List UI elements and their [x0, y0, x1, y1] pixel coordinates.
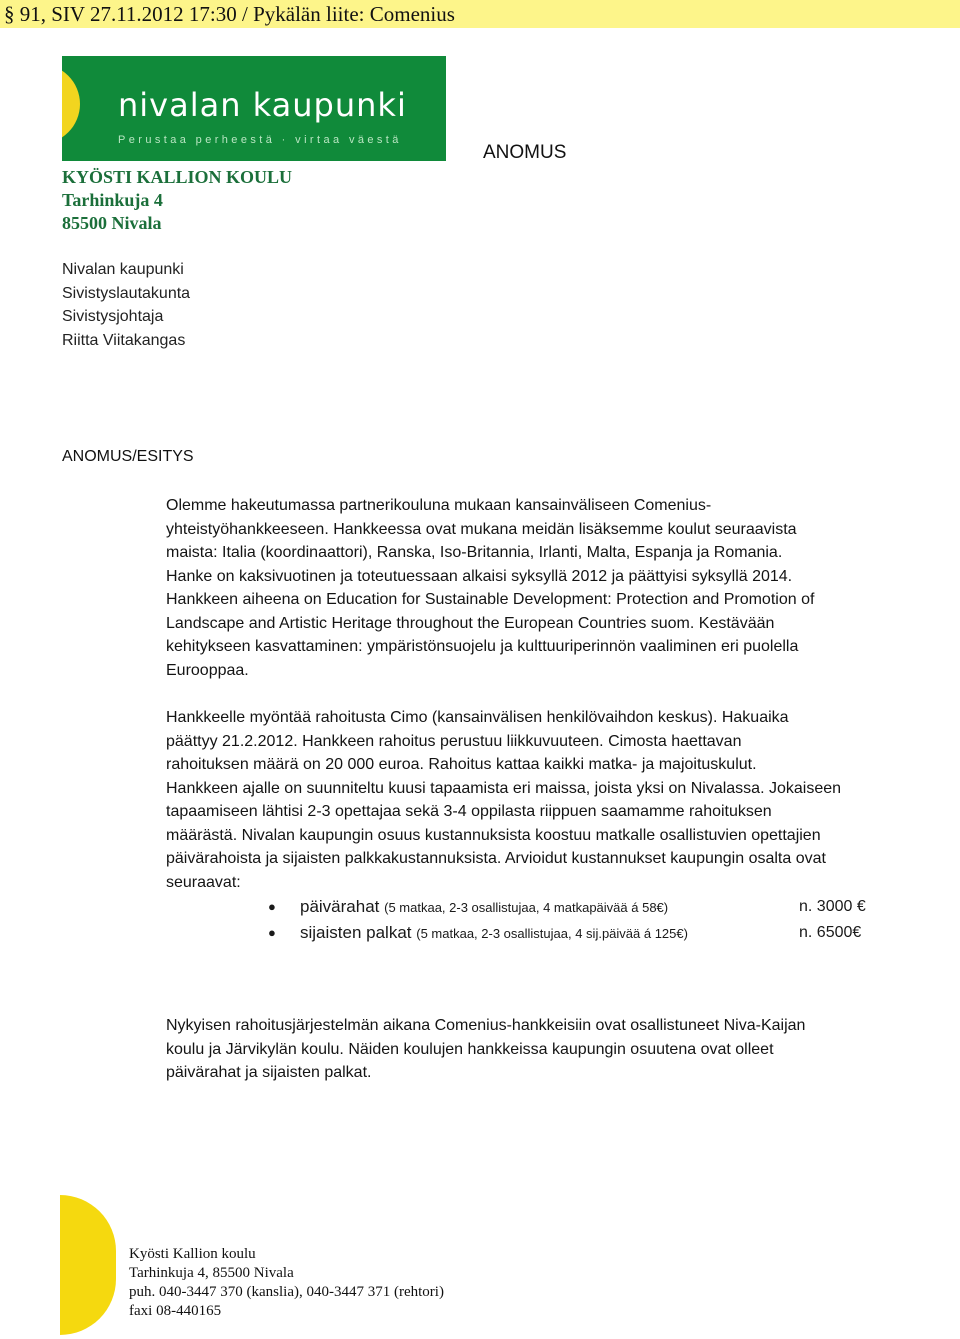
text-line: päättyy 21.2.2012. Hankkeen rahoitus perustuu liikkuvuuteen. Cimosta haettavan: [166, 732, 742, 750]
text-line: rahoituksen määrä on 20 000 euroa. Rahoitus kattaa kaikki matka- ja majoituskulut.: [166, 756, 757, 773]
cost-name: [300, 894, 668, 921]
sun-footer-icon: [60, 1195, 116, 1335]
footer-line: puh. 040-3447 370 (kanslia), 040-3447 371 (rehtori): [129, 1284, 444, 1300]
text-line: Hankkeen ajalle on suunniteltu kuusi tapaamista eri maissa, joista yksi on Nivalassa. Jokaiseen: [166, 779, 842, 797]
sender-name: KYÖSTI KALLION KOULU: [62, 167, 293, 187]
text-line: päivärahat ja sijaisten palkat.: [166, 1064, 372, 1081]
recipient-line: Nivalan kaupunki: [62, 261, 184, 278]
bullet-icon: ●: [268, 899, 276, 914]
text-line: Hankkeelle myöntää rahoitusta Cimo (kansainvälisen henkilövaihdon keskus). Hakuaika: [166, 709, 789, 726]
cost-name: [300, 920, 688, 947]
recipient-line: Sivistyslautakunta: [62, 284, 191, 302]
text-line: seuraavat:: [166, 873, 241, 891]
footer-line: Tarhinkuja 4, 85500 Nivala: [129, 1265, 294, 1281]
logo-tagline: Perustaa perheestä · virtaa väestä: [118, 134, 402, 146]
sender-address: [62, 166, 292, 235]
cost-item: [166, 920, 906, 946]
text-line: määrästä. Nivalan kaupungin osuus kustannuksista koostuu matkalle osallistuvien opettajien: [166, 826, 821, 844]
cost-label: päivärahat: [300, 897, 380, 916]
document-type: ANOMUS: [483, 142, 567, 163]
text-line: päivärahoista ja sijaisten palkkakustannuksista. Arvioidut kustannukset kaupungin osalta ovat: [166, 850, 826, 867]
text-line: Eurooppaa.: [166, 661, 249, 679]
text-line: Hanke on kaksivuotinen ja toteutuessaan alkaisi syksyllä 2012 ja päättyisi syksyllä 2014.: [166, 567, 793, 585]
text-line: yhteistyöhankkeeseen. Hankkeessa ovat mukana meidän lisäksemme koulut seuraavista: [166, 520, 797, 538]
recipient-line: Riitta Viitakangas: [62, 331, 186, 349]
bullet-icon: ●: [268, 925, 276, 940]
text-line: Landscape and Artistic Heritage throughout the European Countries suom. Kestävään: [166, 614, 775, 632]
cost-amount: n. 3000 €: [799, 898, 866, 915]
text-line: Nykyisen rahoitusjärjestelmän aikana Comenius-hankkeisiin ovat osallistuneet Niva-Kaijan: [166, 1017, 806, 1034]
cost-list: [166, 894, 906, 946]
cost-item: [166, 894, 906, 920]
sun-logo-icon: [62, 64, 80, 144]
sender-street: Tarhinkuja 4: [62, 190, 163, 210]
recipient-address: [62, 258, 190, 352]
text-line: Hankkeen aiheena on Education for Sustainable Development: Protection and Promotion of: [166, 591, 815, 608]
text-line: kehitykseen kasvattaminen: ympäristönsuojelu ja kulttuuriperinnön vaaliminen eri puolella: [166, 638, 799, 655]
logo-name: nivalan kaupunki: [118, 86, 407, 124]
recipient-line: Sivistysjohtaja: [62, 308, 164, 325]
footer-line: Kyösti Kallion koulu: [129, 1246, 256, 1262]
text-line: Olemme hakeutumassa partnerikouluna mukaan kansainväliseen Comenius-: [166, 497, 712, 514]
text-line: tapaamiseen lähtisi 2-3 opettajaa sekä 3-4 oppilasta riippuen saamamme rahoituksen: [166, 803, 772, 820]
subject-heading: ANOMUS/ESITYS: [62, 448, 194, 465]
paragraph-project: [166, 494, 906, 682]
paragraph-funding: [166, 706, 906, 894]
city-logo: [62, 56, 446, 161]
cost-detail: (5 matkaa, 2-3 osallistujaa, 4 matkapäivää á 58€): [384, 900, 669, 915]
cost-label: sijaisten palkat: [300, 923, 412, 942]
footer-contact: [129, 1245, 444, 1321]
page-header-bar: § 91, SIV 27.11.2012 17:30 / Pykälän liite: Comenius: [0, 0, 960, 28]
footer-line: faxi 08-440165: [129, 1303, 222, 1319]
paragraph-previous-projects: [166, 1014, 906, 1085]
cost-amount: n. 6500€: [799, 924, 862, 941]
cost-detail: (5 matkaa, 2-3 osallistujaa, 4 sij.päivää á 125€): [416, 926, 688, 941]
sender-city: 85500 Nivala: [62, 213, 162, 233]
text-line: koulu ja Järvikylän koulu. Näiden koulujen hankkeissa kaupungin osuutena ovat olleet: [166, 1040, 774, 1058]
text-line: maista: Italia (koordinaattori), Ranska, Iso-Britannia, Irlanti, Malta, Espanja ja Romania.: [166, 544, 783, 561]
